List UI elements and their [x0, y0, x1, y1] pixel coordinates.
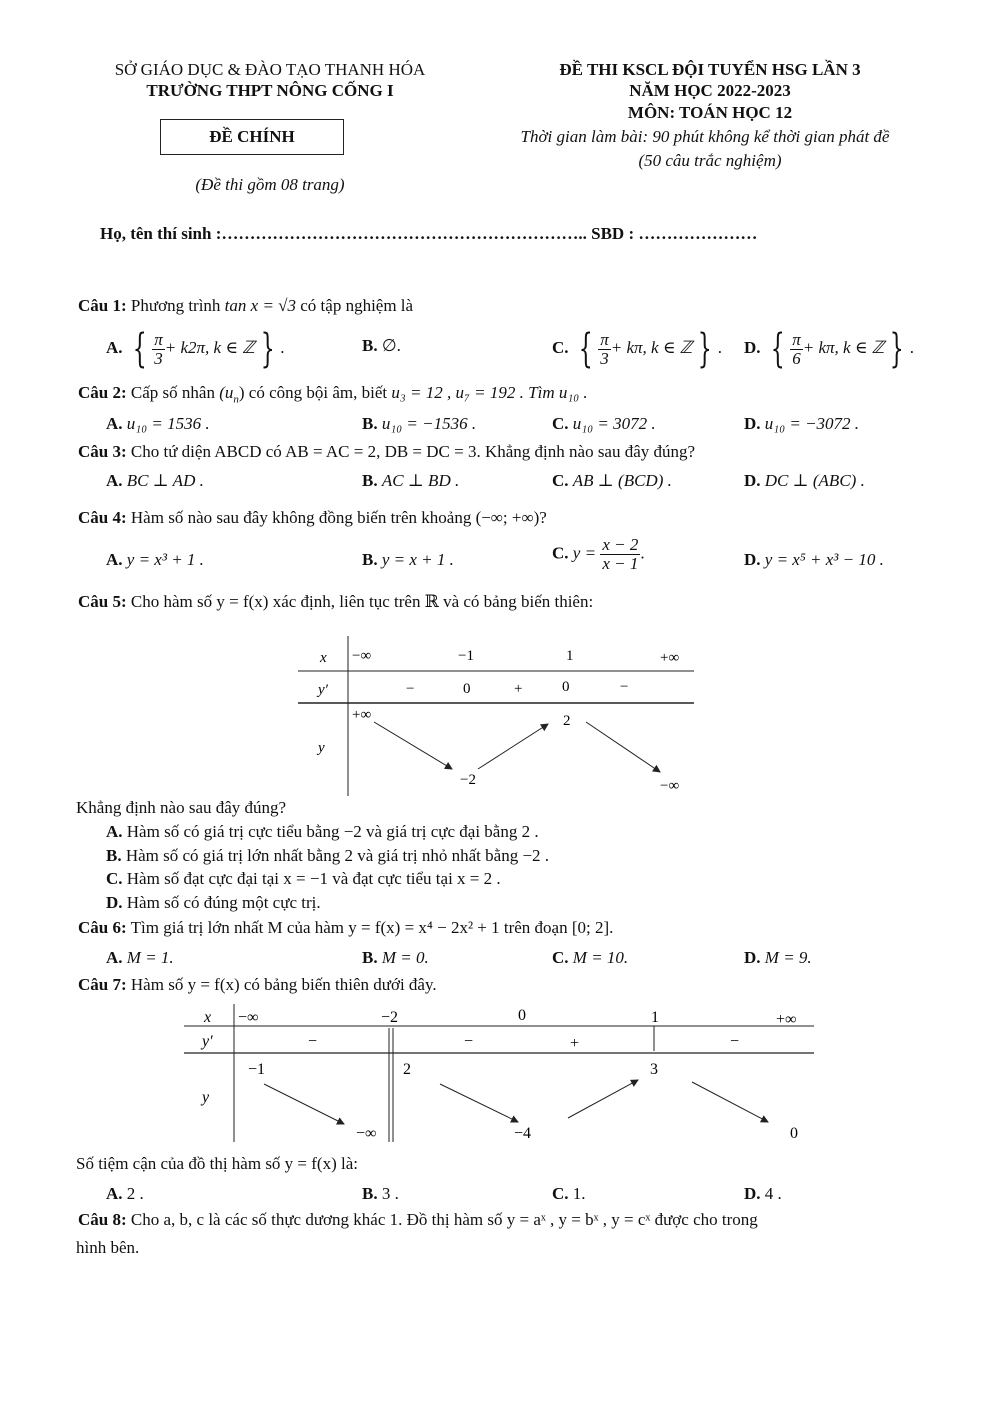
- option-label: B.: [362, 471, 378, 490]
- option-label: B.: [362, 550, 378, 569]
- question-text: Cho hàm số y = f(x) xác định, liên tục trên ℝ và có bảng biến thiên:: [130, 592, 594, 611]
- question-5: [78, 592, 593, 612]
- y-value: 2: [403, 1061, 411, 1078]
- question-text: Phương trình: [130, 296, 221, 315]
- y-value: +∞: [352, 707, 372, 723]
- option-d[interactable]: [744, 414, 859, 434]
- sequence-index: n: [233, 393, 239, 406]
- option-d[interactable]: [744, 471, 865, 491]
- option-value: 4 .: [764, 1184, 782, 1203]
- option-b[interactable]: [362, 336, 401, 356]
- option-value: y = x + 1 .: [381, 550, 454, 569]
- row-label-x: x: [320, 650, 327, 666]
- option-value: 2 .: [126, 1184, 144, 1203]
- option-value: Hàm số đạt cực đại tại x = −1 và đạt cực tiểu tại x = 2 .: [126, 869, 501, 888]
- x-value: 0: [518, 1007, 526, 1024]
- row-label-yprime: y′: [318, 682, 328, 698]
- option-value: y = x⁵ + x³ − 10 .: [764, 550, 884, 569]
- option-value: y = x³ + 1 .: [126, 550, 204, 569]
- y-value: −∞: [660, 778, 680, 794]
- y-value: −1: [248, 1061, 266, 1078]
- x-value: −2: [381, 1009, 399, 1026]
- question-8-tail: hình bên.: [76, 1238, 140, 1257]
- question-text: Hàm số y = f(x) có bảng biến thiên dưới đây.: [130, 975, 437, 994]
- option-a[interactable]: [106, 1184, 144, 1204]
- option-value: y =: [572, 543, 597, 563]
- option-a[interactable]: [106, 822, 539, 842]
- option-a[interactable]: [106, 414, 210, 434]
- option-label: A.: [106, 414, 123, 433]
- y-value: 3: [650, 1061, 658, 1078]
- equation: tan x = √3: [224, 296, 296, 315]
- sign: −: [406, 681, 415, 697]
- option-b[interactable]: [362, 471, 459, 491]
- option-c[interactable]: [552, 471, 672, 491]
- option-label: C.: [106, 869, 123, 888]
- question-7: [78, 975, 437, 995]
- option-label: D.: [744, 1184, 761, 1203]
- option-b[interactable]: [106, 846, 549, 866]
- question-8: [78, 1210, 758, 1230]
- option-value: AC ⊥ BD .: [381, 471, 460, 490]
- option-d[interactable]: [744, 550, 884, 570]
- question-5-ask: Khẳng định nào sau đây đúng?: [76, 798, 287, 817]
- y-value: 2: [563, 713, 571, 729]
- x-value: −1: [458, 648, 474, 664]
- option-label: C.: [552, 543, 569, 563]
- option-label: C.: [552, 948, 569, 967]
- y-value: 0: [790, 1125, 798, 1142]
- x-value: +∞: [660, 650, 680, 666]
- option-b[interactable]: [362, 414, 476, 434]
- option-value: u₁₀ = −3072 .: [764, 414, 860, 433]
- row-label-y: y: [202, 1089, 210, 1106]
- y-value: −∞: [356, 1125, 377, 1142]
- option-d[interactable]: D. { $\frac{\pi}{6}$ + kπ, k ∈ ℤ } .: [744, 326, 915, 372]
- question-label: Câu 5:: [78, 592, 127, 611]
- option-c[interactable]: C. y = $\frac{x - 2}{x - 1}$ .: [552, 535, 645, 573]
- question-label: Câu 7:: [78, 975, 127, 994]
- question-label: Câu 2:: [78, 383, 127, 402]
- school-name: TRƯỜNG THPT NÔNG CỐNG I: [146, 81, 394, 100]
- option-value: AB ⊥ (BCD) .: [572, 471, 672, 490]
- question-label: Câu 1:: [78, 296, 127, 315]
- sign: −: [730, 1033, 740, 1050]
- option-c[interactable]: [552, 414, 656, 434]
- pages-note: (Đề thi gồm 08 trang): [195, 175, 345, 194]
- sign: 0: [562, 679, 570, 695]
- option-value: u₁₀ = −1536 .: [381, 414, 477, 433]
- variation-table-q5: [298, 636, 698, 801]
- option-a[interactable]: [106, 550, 204, 570]
- option-a[interactable]: [106, 471, 204, 491]
- question-text: Tìm giá trị lớn nhất M của hàm y = f(x) = x⁴ − 2x² + 1 trên đoạn [0; 2].: [130, 918, 614, 937]
- option-label: D.: [106, 893, 123, 912]
- option-label: C.: [552, 471, 569, 490]
- x-value: +∞: [776, 1011, 797, 1028]
- sign: −: [620, 679, 629, 695]
- option-c[interactable]: C. { $\frac{\pi}{3}$ + kπ, k ∈ ℤ } .: [552, 326, 723, 372]
- question-label: Câu 6:: [78, 918, 127, 937]
- option-d[interactable]: [106, 893, 321, 913]
- option-label: D.: [744, 948, 761, 967]
- question-count: (50 câu trắc nghiệm): [638, 151, 782, 170]
- option-label: A.: [106, 1184, 123, 1203]
- question-label: Câu 8:: [78, 1210, 127, 1229]
- option-c[interactable]: [552, 948, 628, 968]
- sign: +: [514, 681, 523, 697]
- question-7-ask: Số tiệm cận của đồ thị hàm số y = f(x) là:: [76, 1154, 358, 1173]
- option-value: M = 1.: [126, 948, 174, 967]
- option-c[interactable]: [106, 869, 501, 889]
- time-allowed: Thời gian làm bài: 90 phút không kể thời gian phát đề: [520, 127, 890, 146]
- option-b[interactable]: [362, 948, 429, 968]
- x-value: 1: [566, 648, 574, 664]
- row-label-x: x: [204, 1009, 212, 1026]
- option-value: ∅.: [381, 336, 401, 355]
- question-text: Cho a, b, c là các số thực dương khác 1. Đồ thị hàm số y = aˣ , y = bˣ , y = cˣ được cho trong: [130, 1210, 758, 1229]
- fraction-numerator: x − 2: [602, 535, 639, 554]
- option-c[interactable]: [552, 1184, 586, 1204]
- option-label: B.: [362, 336, 378, 355]
- sign: −: [308, 1033, 318, 1050]
- option-label: A.: [106, 948, 123, 967]
- question-1: [78, 296, 413, 316]
- department-name: SỞ GIÁO DỤC & ĐÀO TẠO THANH HÓA: [114, 60, 426, 79]
- question-text-mid: ) có công bội âm, biết: [238, 383, 388, 402]
- question-text: Hàm số nào sau đây không đồng biến trên khoảng (−∞; +∞)?: [130, 508, 547, 527]
- option-a[interactable]: [106, 948, 174, 968]
- question-text: Cho tứ diện ABCD có AB = AC = 2, DB = DC = 3. Khẳng định nào sau đây đúng?: [130, 442, 696, 461]
- option-label: C.: [552, 337, 569, 357]
- question-4: [78, 508, 547, 528]
- option-value: Hàm số có đúng một cực trị.: [126, 893, 321, 912]
- option-value: Hàm số có giá trị lớn nhất bằng 2 và giá trị nhỏ nhất bằng −2 .: [125, 846, 550, 865]
- option-label: A.: [106, 550, 123, 569]
- option-label: A.: [106, 337, 123, 357]
- option-label: B.: [106, 846, 122, 865]
- option-d[interactable]: [744, 948, 812, 968]
- option-label: C.: [552, 1184, 569, 1203]
- option-label: B.: [362, 948, 378, 967]
- option-b[interactable]: [362, 550, 454, 570]
- sign: 0: [463, 681, 471, 697]
- y-value: −2: [460, 772, 476, 788]
- official-exam-box: [160, 119, 344, 155]
- option-value: 3 .: [381, 1184, 399, 1203]
- sequence-symbol: (u: [219, 383, 234, 402]
- question-label: Câu 3:: [78, 442, 127, 461]
- school-year: NĂM HỌC 2022-2023: [629, 81, 791, 100]
- option-label: D.: [744, 550, 761, 569]
- sign: +: [570, 1035, 580, 1052]
- option-value: M = 9.: [764, 948, 812, 967]
- official-label: ĐỀ CHÍNH: [209, 127, 295, 146]
- x-value: 1: [651, 1009, 659, 1026]
- option-value: 1.: [572, 1184, 586, 1203]
- option-label: C.: [552, 414, 569, 433]
- option-value: BC ⊥ AD .: [126, 471, 204, 490]
- option-label: B.: [362, 414, 378, 433]
- question-text-tail: có tập nghiệm là: [300, 296, 414, 315]
- option-label: D.: [744, 337, 761, 357]
- question-label: Câu 4:: [78, 508, 127, 527]
- option-value: u₁₀ = 3072 .: [572, 414, 656, 433]
- option-label: D.: [744, 471, 761, 490]
- option-label: D.: [744, 414, 761, 433]
- option-label: B.: [362, 1184, 378, 1203]
- option-value: u₁₀ = 1536 .: [126, 414, 210, 433]
- x-value: −∞: [238, 1009, 259, 1026]
- option-value: M = 0.: [381, 948, 429, 967]
- question-2: [78, 383, 588, 405]
- question-3: [78, 442, 695, 462]
- question-text-tail: u₃ = 12 , u₇ = 192 . Tìm u₁₀ .: [391, 383, 588, 402]
- option-d[interactable]: [744, 1184, 782, 1204]
- candidate-line: Họ, tên thí sinh :……………………………………………………….. SBD : …………………: [100, 224, 758, 243]
- question-6: [78, 918, 613, 938]
- option-label: A.: [106, 471, 123, 490]
- option-a[interactable]: A. { $\frac{\pi}{3}$ + k2π, k ∈ ℤ } .: [106, 326, 285, 372]
- option-value: Hàm số có giá trị cực tiểu bằng −2 và giá trị cực đại bằng 2 .: [126, 822, 539, 841]
- row-label-y: y: [318, 740, 325, 756]
- x-value: −∞: [352, 648, 372, 664]
- row-label-yprime: y′: [202, 1033, 213, 1050]
- sign: −: [464, 1033, 474, 1050]
- subject: MÔN: TOÁN HỌC 12: [627, 103, 793, 122]
- exam-title: ĐỀ THI KSCL ĐỘI TUYỂN HSG LẦN 3: [559, 60, 861, 79]
- option-b[interactable]: [362, 1184, 399, 1204]
- option-label: A.: [106, 822, 123, 841]
- question-text: Cấp số nhân: [130, 383, 215, 402]
- fraction-denominator: x − 1: [602, 553, 639, 573]
- option-value: M = 10.: [572, 948, 629, 967]
- y-value: −4: [514, 1125, 532, 1142]
- variation-table-q7: [184, 1004, 820, 1149]
- option-value: DC ⊥ (ABC) .: [764, 471, 865, 490]
